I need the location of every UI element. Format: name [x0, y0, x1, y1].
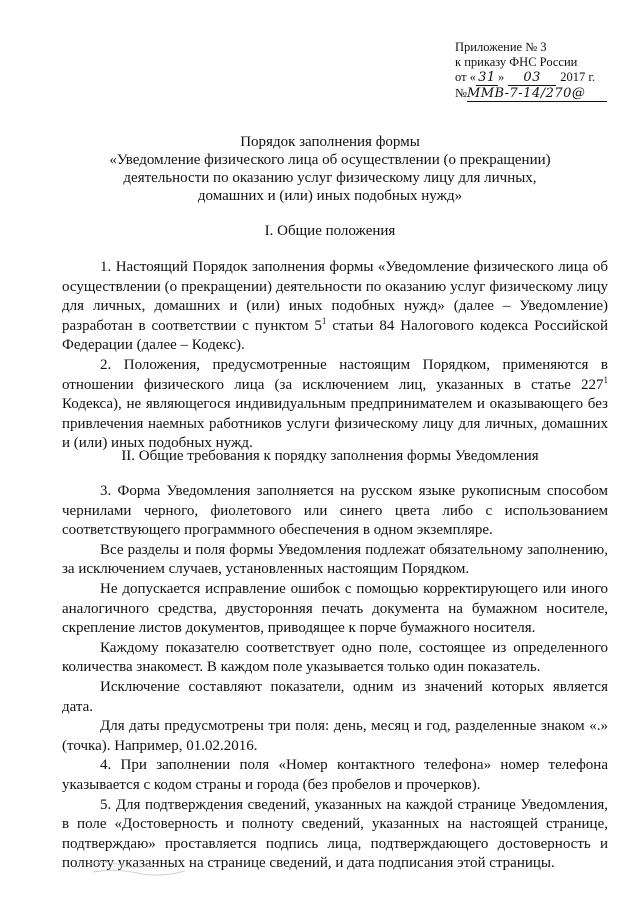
paragraph-2 — [62, 356, 608, 454]
paragraph: 3. Форма Уведомления заполняется на русском языке рукописным способом чернилами черного, фиолетового или синего цвета либо с использованием соответствующего программного обеспечения в одном экземпляре. — [62, 483, 608, 539]
date-prefix: от « — [455, 70, 476, 84]
paragraph-1-sup: 1 — [321, 315, 327, 326]
faint-stamp-mark — [85, 858, 195, 878]
date-mid: » — [497, 70, 505, 84]
paragraph-2-text: 2. Положения, предусмотренные настоящим Порядком, применяются в отношении физического лица (за исключением лиц, указанных в статье 227 — [62, 356, 608, 393]
paragraph-1 — [62, 258, 608, 356]
paragraph: Исключение составляют показатели, одним из значений которых является дата. — [62, 678, 608, 715]
section-1-heading: I. Общие положения — [264, 223, 396, 239]
date-month: 03 — [508, 70, 556, 86]
section-1-body — [62, 258, 608, 454]
paragraph: 4. При заполнении поля «Номер контактного телефона» номер телефона указывается с кодом страны и города (без пробелов и прочерков). — [62, 757, 608, 793]
order-line: к приказу ФНС России — [455, 55, 578, 69]
appendix-block — [455, 40, 625, 102]
paragraph-1-text: 1. Настоящий Порядок заполнения формы «Уведомление физического лица об осуществлении (о прекращении) деятельности по оказанию услуг физическому лицу для личных, домашних и (или) иных подобных нужд» (далее – Уведомление) разработан в соответствии с пунктом 5 — [62, 259, 608, 334]
paragraph: Каждому показателю соответствует одно поле, состоящее из определенного количества знакомест. В каждом поле указывается только один показатель. — [62, 639, 608, 676]
number-prefix: № — [455, 86, 467, 100]
date-year: 2017 г. — [560, 70, 596, 84]
paragraph-1-text-end: статьи 84 Налогового кодекса Российской Федерации (далее – Кодекс). — [62, 317, 608, 354]
title-line-4: домашних и (или) иных подобных нужд» — [197, 188, 463, 204]
paragraph: Все разделы и поля формы Уведомления подлежат обязательному заполнению, за исключением случаев, установленных настоящим Порядком. — [62, 541, 608, 578]
paragraph: 5. Для подтверждения сведений, указанных на каждой странице Уведомления, в поле «Достоверность и полноту сведений, указанных на настоящей странице, подтверждаю» проставляется подпись лица, подтверждающего достоверность и полноту указанных на странице сведений, и дата подписания этой страницы. — [62, 796, 608, 872]
number-value: ММВ-7-14/270@ — [467, 86, 607, 102]
document-title — [60, 133, 600, 205]
order-date-line — [455, 70, 625, 86]
paragraph: Не допускается исправление ошибок с помощью корректирующего или иного аналогичного средства, двусторонняя печать документа на бумажном носителе, скрепление листов документов, приводящее к порче бумажного носителя. — [62, 580, 608, 637]
section-2-heading: II. Общие требования к порядку заполнения формы Уведомления — [121, 448, 539, 464]
paragraph-2-sup: 1 — [603, 374, 608, 385]
appendix-line: Приложение № 3 — [455, 40, 547, 54]
section-2-body — [62, 482, 608, 874]
title-line-1: Порядок заполнения формы — [240, 134, 420, 150]
title-line-3: деятельности по оказанию услуг физическому лицу для личных, — [123, 170, 537, 186]
paragraph-2-text-end: Кодекса), не являющегося индивидуальным предпринимателем и оказывающего без привлечения наемных работников услуги физическому лицу для личных, домашних и (или) иных подобных нужд. — [62, 396, 608, 452]
date-day: 31 — [476, 70, 498, 86]
title-line-2: «Уведомление физического лица об осуществлении (о прекращении) — [109, 152, 551, 168]
paragraph: Для даты предусмотрены три поля: день, месяц и год, разделенные знаком «.» (точка). Например, 01.02.2016. — [62, 718, 608, 754]
order-number-line — [455, 86, 625, 102]
